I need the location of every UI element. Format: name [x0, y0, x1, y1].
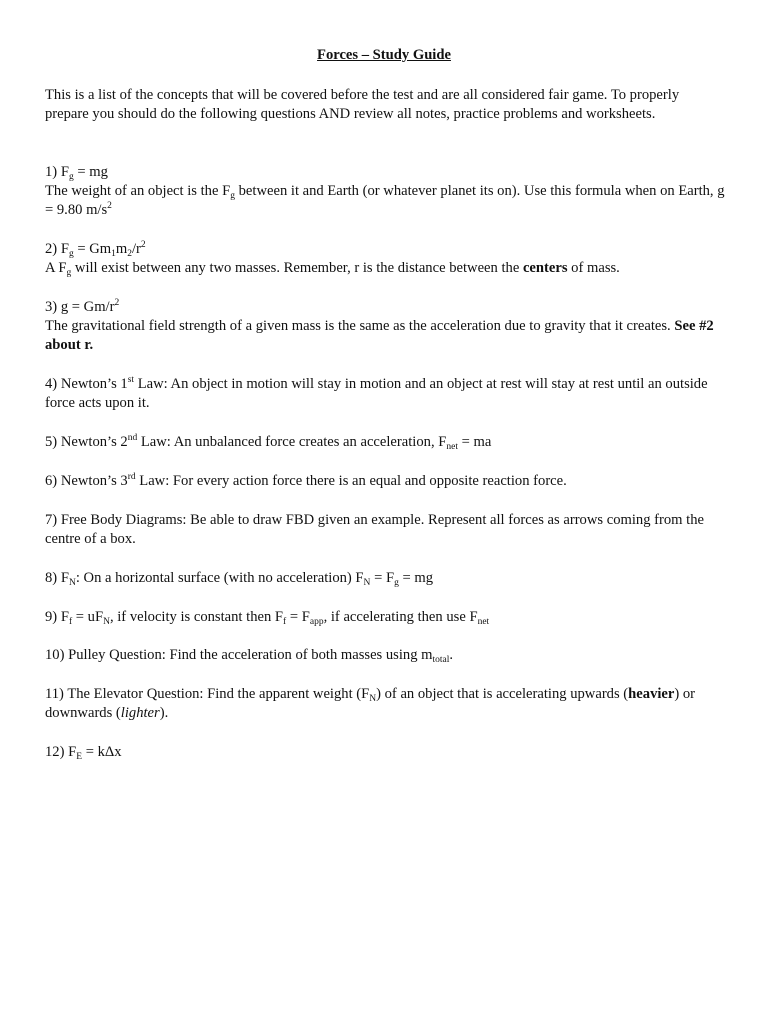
item-10: 10) Pulley Question: Find the acceleration of both masses using $m_{total}$.: [45, 647, 454, 665]
item-2-description: A $F_g$ will exist between any two masses. Remember, r is the distance between the centers of mass.: [45, 260, 620, 279]
item-1-description: The weight of an object is the $F_g$ between it and Earth (or whatever planet its on). Use this formula when on Earth, g = 9.80 $m/s^2$: [45, 183, 725, 219]
item-3-formula: 3) $g = Gm/r^2$: [45, 298, 120, 315]
item-1: [45, 163, 735, 221]
item-2-formula: 2) $F_g = Gm_1m_2/r^2$: [45, 240, 146, 259]
item-3-description: The gravitational field strength of a given mass is the same as the acceleration due to gravity that it creates. See #2 about r.: [45, 318, 714, 354]
item-5: 5) Newton’s 2nd Law: An unbalanced force creates an acceleration, $F_{net}$ = ma: [45, 433, 492, 452]
item-3: [45, 298, 735, 356]
page-title: Forces – Study Guide: [317, 47, 451, 63]
item-11: 11) The Elevator Question: Find the apparent weight $(F_N)$ of an object that is accelerating upwards (heavier) or downwards (lighter).: [45, 686, 696, 722]
item-12: 12) $F_E = k\Delta x$: [45, 744, 122, 762]
item-9: 9) $F_f = uF_N$, if velocity is constant then $F_f = F_{app}$, if accelerating then use $F_{net}$: [45, 609, 490, 627]
item-8: 8) $F_N$: On a horizontal surface (with no acceleration) $F_N = F_g$ = mg: [45, 570, 434, 588]
item-1-formula: 1) $F_g$ = mg: [45, 164, 108, 182]
intro-paragraph: This is a list of the concepts that will be covered before the test and are all considered fair game. To properly prepare you should do the following questions AND review all notes, practice problems and worksheets.: [45, 87, 680, 123]
item-6: 6) Newton’s 3rd Law: For every action force there is an equal and opposite reaction force.: [45, 472, 567, 489]
item-4: 4) Newton’s 1st Law: An object in motion will stay in motion and an object at rest will stay at rest until an outside force acts upon it.: [45, 375, 708, 412]
item-2: [45, 240, 735, 278]
item-7: 7) Free Body Diagrams: Be able to draw FBD given an example. Represent all forces as arrows coming from the centre of a box.: [45, 512, 704, 548]
